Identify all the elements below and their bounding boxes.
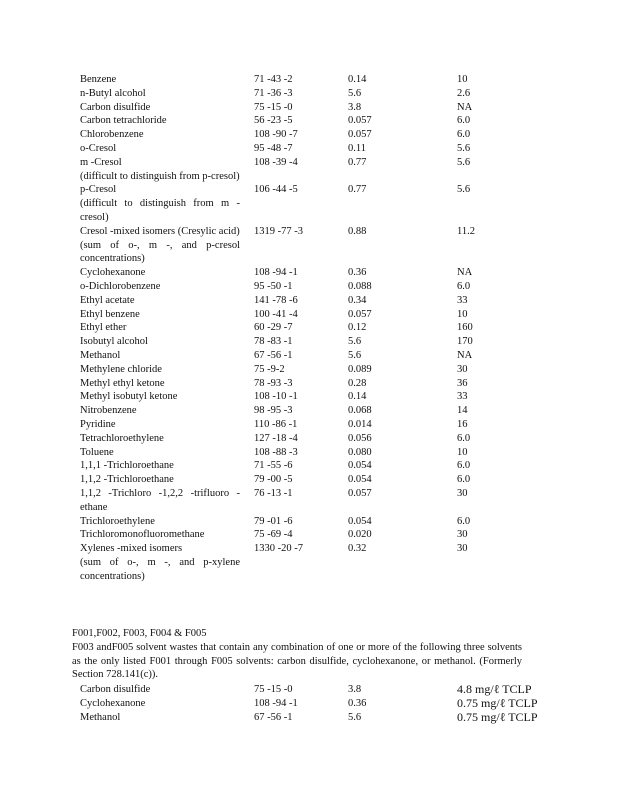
cas-number: 95 -50 -1 [254,280,293,292]
nonwastewater-standard: 6.0 [457,129,471,141]
nonwastewater-standard: 6.0 [457,474,471,486]
wastewater-standard: 0.088 [348,280,372,292]
cas-number: 108 -90 -7 [254,129,298,141]
constituent-name: Carbon disulfide [80,101,151,113]
nonwastewater-standard: NA [457,267,473,279]
constituent-table [80,73,540,583]
nonwastewater-standard: 14 [457,405,468,417]
cas-number: 141 -78 -6 [254,294,298,306]
table-row [80,321,540,335]
constituent-name: o-Dichlorobenzene [80,280,161,292]
table-row [80,128,540,142]
tclp-limit: 0.75 mg/ℓ TCLP [457,695,538,710]
wastewater-standard: 0.36 [348,697,367,709]
nonwastewater-standard: 36 [457,377,468,389]
cas-number: 56 -23 -5 [254,115,293,127]
nonwastewater-standard: 160 [457,322,473,334]
wastewater-standard: 0.014 [348,418,372,430]
constituent-name: Trichloromonofluoromethane [80,529,205,541]
wastewater-standard: 0.12 [348,322,367,334]
wastewater-standard: 5.6 [348,87,362,99]
cas-number: 67 -56 -1 [254,711,293,723]
table-row [80,239,540,267]
constituent-name: 1,1,2 -Trichloroethane [80,474,174,486]
cas-number: 75 -15 -0 [254,684,293,695]
nonwastewater-standard: 10 [457,74,468,85]
constituent-name: Nitrobenzene [80,405,137,417]
constituent-name: Methanol [80,711,121,723]
nonwastewater-standard: 10 [457,446,468,458]
cas-number: 108 -88 -3 [254,446,298,458]
nonwastewater-standard: NA [457,349,473,361]
wastewater-standard: 0.068 [348,405,372,417]
wastewater-standard: 0.77 [348,156,367,168]
table-row [80,542,540,556]
table-row [80,170,540,184]
nonwastewater-standard: 30 [457,529,468,541]
waste-codes: F001,F002, F003, F004 & F005 [72,628,207,639]
cas-number: 67 -56 -1 [254,349,293,361]
waste-description: F003 andF005 solvent wastes that contain any combination of one or more of the following three solvents as the only listed F001 through F005 solvents: carbon disulfide, cyclohexanone, or methanol. (Formerly Section 728.141(c)). [72,641,522,681]
wastewater-standard: 0.14 [348,391,367,403]
table-row [80,556,540,584]
nonwastewater-standard: 2.6 [457,87,471,99]
wastewater-standard: 0.34 [348,294,367,306]
tclp-table [80,683,550,724]
wastewater-standard: 0.056 [348,432,372,444]
cas-number: 76 -13 -1 [254,487,293,499]
cas-number: 95 -48 -7 [254,142,293,154]
table-row [80,266,540,280]
wastewater-standard: 0.057 [348,115,372,127]
table-row [80,487,540,515]
constituent-name: Methanol [80,349,121,361]
cas-number: 79 -00 -5 [254,474,293,486]
table-row [80,114,540,128]
constituent-name: Cresol -mixed isomers (Cresylic acid) [80,225,240,237]
nonwastewater-standard: 16 [457,418,468,430]
cas-number: 98 -95 -3 [254,405,293,417]
waste-code-section [72,627,522,682]
nonwastewater-standard: 170 [457,336,473,348]
nonwastewater-standard: 30 [457,363,468,375]
cas-number: 75 -69 -4 [254,529,293,541]
nonwastewater-standard: 6.0 [457,460,471,472]
tclp-limit: 0.75 mg/ℓ TCLP [457,709,538,724]
constituent-name: Tetrachloroethylene [80,432,164,444]
table-row [80,459,540,473]
constituent-name: Methyl ethyl ketone [80,377,165,389]
nonwastewater-standard: 30 [457,543,468,555]
wastewater-standard: 0.080 [348,446,372,458]
wastewater-standard: 0.28 [348,377,367,389]
nonwastewater-standard: 6.0 [457,115,471,127]
table-row [80,294,540,308]
table-row [80,528,540,542]
cas-number: 75 -9-2 [254,363,285,375]
wastewater-standard: 5.6 [348,336,362,348]
table-row [80,87,540,101]
constituent-name: Pyridine [80,418,116,430]
constituent-name: Ethyl benzene [80,308,140,320]
cas-number: 108 -94 -1 [254,267,298,279]
wastewater-standard: 0.32 [348,543,367,555]
nonwastewater-standard: NA [457,101,473,113]
wastewater-standard: 0.054 [348,515,372,527]
wastewater-standard: 0.054 [348,460,372,472]
constituent-name: Ethyl ether [80,322,127,334]
cas-number: 110 -86 -1 [254,418,298,430]
constituent-name: n-Butyl alcohol [80,87,146,99]
wastewater-standard: 0.057 [348,487,372,499]
cas-number: 106 -44 -5 [254,184,298,196]
constituent-name: 1,1,1 -Trichloroethane [80,460,174,472]
cas-number: 78 -93 -3 [254,377,293,389]
wastewater-standard: 0.88 [348,225,367,237]
constituent-name: Toluene [80,446,114,458]
constituent-name: p-Cresol [80,184,117,196]
table-row [80,473,540,487]
cas-number: 108 -94 -1 [254,697,298,709]
wastewater-standard: 3.8 [348,684,362,695]
wastewater-standard: 0.057 [348,129,372,141]
cas-number: 100 -41 -4 [254,308,298,320]
table-row [80,183,540,197]
constituent-name: Benzene [80,74,117,85]
constituent-name: Ethyl acetate [80,294,135,306]
nonwastewater-standard: 33 [457,294,468,306]
table-row [80,156,540,170]
constituent-name: (sum of o-, m -, and p-xylene concentrations) [80,556,240,582]
cas-number: 71 -55 -6 [254,460,293,472]
wastewater-standard: 0.054 [348,474,372,486]
cas-number: 71 -43 -2 [254,74,293,85]
wastewater-standard: 5.6 [348,349,362,361]
wastewater-standard: 0.14 [348,74,367,85]
constituent-name: Chlorobenzene [80,129,144,141]
cas-number: 78 -83 -1 [254,336,293,348]
constituent-name: Isobutyl alcohol [80,336,148,348]
wastewater-standard: 0.36 [348,267,367,279]
table-row [80,349,540,363]
tclp-limit: 4.8 mg/ℓ TCLP [457,682,532,696]
cas-number: 75 -15 -0 [254,101,293,113]
nonwastewater-standard: 6.0 [457,280,471,292]
nonwastewater-standard: 6.0 [457,432,471,444]
table-row [80,432,540,446]
nonwastewater-standard: 5.6 [457,156,471,168]
constituent-name: Cyclohexanone [80,697,146,709]
table-row [80,142,540,156]
table-row [80,404,540,418]
cas-number: 108 -39 -4 [254,156,298,168]
constituent-name: Carbon disulfide [80,684,151,695]
nonwastewater-standard: 10 [457,308,468,320]
table-row [80,683,550,697]
cas-number: 108 -10 -1 [254,391,298,403]
nonwastewater-standard: 30 [457,487,468,499]
nonwastewater-standard: 11.2 [457,225,475,237]
table-row [80,418,540,432]
table-row [80,390,540,404]
wastewater-standard: 0.057 [348,308,372,320]
nonwastewater-standard: 5.6 [457,184,471,196]
cas-number: 60 -29 -7 [254,322,293,334]
nonwastewater-standard: 6.0 [457,515,471,527]
wastewater-standard: 3.8 [348,101,362,113]
table-row [80,280,540,294]
table-row [80,363,540,377]
constituent-name: Carbon tetrachloride [80,115,167,127]
constituent-name: (difficult to distinguish from p-cresol) [80,170,240,182]
wastewater-standard: 0.020 [348,529,372,541]
table-row [80,225,540,239]
constituent-name: Xylenes -mixed isomers [80,543,183,555]
wastewater-standard: 0.089 [348,363,372,375]
table-row [80,101,540,115]
table-row [80,73,540,87]
cas-number: 71 -36 -3 [254,87,293,99]
constituent-name: (difficult to distinguish from m -cresol) [80,198,240,223]
constituent-name: Methylene chloride [80,363,162,375]
cas-number: 127 -18 -4 [254,432,298,444]
table-row [80,446,540,460]
cas-number: 79 -01 -6 [254,515,293,527]
nonwastewater-standard: 5.6 [457,142,471,154]
table-row [80,308,540,322]
table-row [80,711,550,725]
wastewater-standard: 0.11 [348,142,366,154]
wastewater-standard: 0.77 [348,184,367,196]
constituent-name: 1,1,2 -Trichloro -1,2,2 -trifluoro - ethane [80,487,240,513]
cas-number: 1319 -77 -3 [254,225,303,237]
cas-number: 1330 -20 -7 [254,543,303,555]
table-row [80,197,540,225]
constituent-name: Cyclohexanone [80,267,146,279]
nonwastewater-standard: 33 [457,391,468,403]
table-row [80,697,550,711]
constituent-name: (sum of o-, m -, and p-cresol concentrations) [80,239,240,265]
wastewater-standard: 5.6 [348,711,362,723]
table-row [80,515,540,529]
table-row [80,335,540,349]
constituent-name: m -Cresol [80,156,122,168]
constituent-name: o-Cresol [80,142,117,154]
constituent-name: Methyl isobutyl ketone [80,391,178,403]
table-row [80,377,540,391]
constituent-name: Trichloroethylene [80,515,155,527]
